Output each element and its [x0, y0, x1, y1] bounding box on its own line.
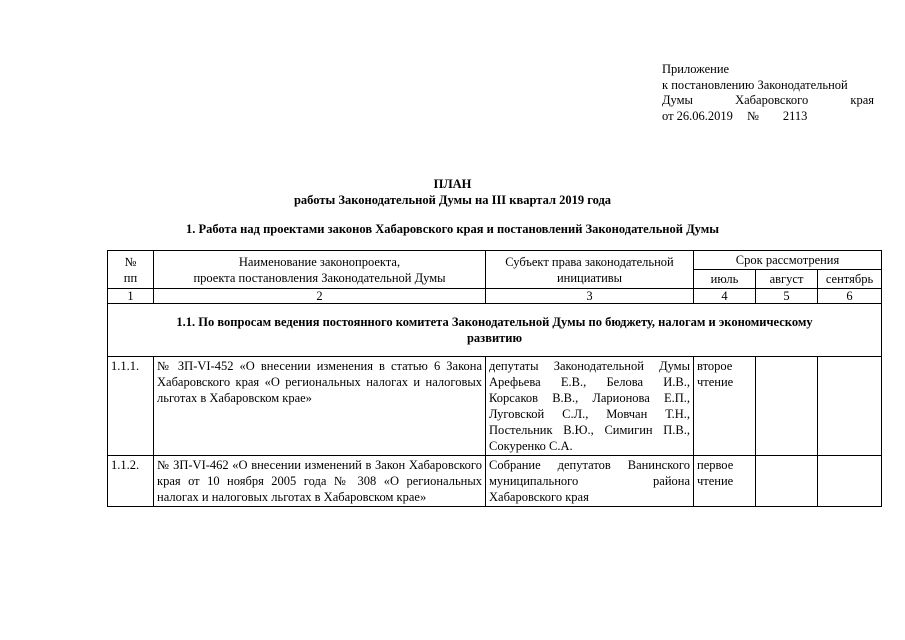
col-number: 2 — [154, 289, 486, 304]
plan-table — [107, 250, 882, 507]
section-heading: 1. Работа над проектами законов Хабаровского края и постановлений Законодательной Думы — [185, 222, 720, 236]
row-july: второе чтение — [694, 357, 756, 456]
appendix-number-sign: № — [746, 108, 759, 123]
appendix-line2: к постановлению Законодательной — [662, 77, 848, 92]
header-num — [108, 251, 154, 289]
header-num-line1: № — [124, 254, 137, 269]
appendix-line1: Приложение — [662, 62, 730, 76]
header-month-september: сентябрь — [818, 270, 882, 289]
appendix-number: 2113 — [782, 108, 808, 123]
appendix-line3 — [662, 93, 874, 109]
row-name: № ЗП-VI-452 «О внесении изменения в статью 6 Закона Хабаровского края «О региональных налогах и налоговых льготах в Хабаровском крае» — [154, 357, 486, 456]
appendix-line3-c: края — [850, 93, 875, 107]
col-number: 3 — [486, 289, 694, 304]
header-name-line2: проекта постановления Законодательной Думы — [193, 270, 446, 285]
header-name — [154, 251, 486, 289]
row-september — [818, 456, 882, 507]
header-num-line2: пп — [123, 270, 138, 285]
plan-title: ПЛАН — [433, 177, 472, 191]
header-subject — [486, 251, 694, 289]
plan-subtitle: работы Законодательной Думы на III квартал 2019 года — [293, 193, 612, 207]
col-number: 4 — [694, 289, 756, 304]
appendix-line3-a: Думы — [662, 93, 693, 107]
header-name-line1: Наименование законопроекта, — [238, 254, 401, 269]
appendix-date: от 26.06.2019 — [662, 108, 733, 123]
row-num: 1.1.1. — [108, 357, 154, 456]
row-august — [756, 357, 818, 456]
row-september — [818, 357, 882, 456]
table-row — [108, 357, 882, 456]
header-term: Срок рассмотрения — [694, 251, 882, 270]
appendix-line3-b: Хабаровского — [735, 93, 809, 107]
header-subject-line2: инициативы — [556, 270, 623, 285]
column-number-row — [108, 289, 882, 304]
row-subject: Собрание депутатов Ванинского муниципального района Хабаровского края — [486, 456, 694, 507]
subsection-heading: 1.1. По вопросам ведения постоянного комитета Законодательной Думы по бюджету, налогам и экономическому развитию — [108, 304, 882, 357]
header-row-1 — [108, 251, 882, 270]
table-row — [108, 456, 882, 507]
row-august — [756, 456, 818, 507]
header-month-august: август — [756, 270, 818, 289]
row-july: первое чтение — [694, 456, 756, 507]
row-num: 1.1.2. — [108, 456, 154, 507]
appendix-date-line — [662, 109, 874, 125]
subsection-row — [108, 304, 882, 357]
header-subject-line1: Субъект права законодательной — [505, 254, 674, 269]
col-number: 6 — [818, 289, 882, 304]
col-number: 1 — [108, 289, 154, 304]
col-number: 5 — [756, 289, 818, 304]
appendix-block — [662, 62, 874, 124]
header-month-july: июль — [694, 270, 756, 289]
row-name: № ЗП-VI-462 «О внесении изменений в Закон Хабаровского края от 10 ноября 2005 года № 308 «О региональных налогах и налоговых льготах в Хабаровском крае» — [154, 456, 486, 507]
row-subject: депутаты Законодательной Думы Арефьева Е.В., Белова И.В., Корсаков В.В., Ларионова Е.П., Луговской С.Л., Мовчан Т.Н., Постельник В.Ю., Симигин П.В., Сокуренко С.А. — [486, 357, 694, 456]
